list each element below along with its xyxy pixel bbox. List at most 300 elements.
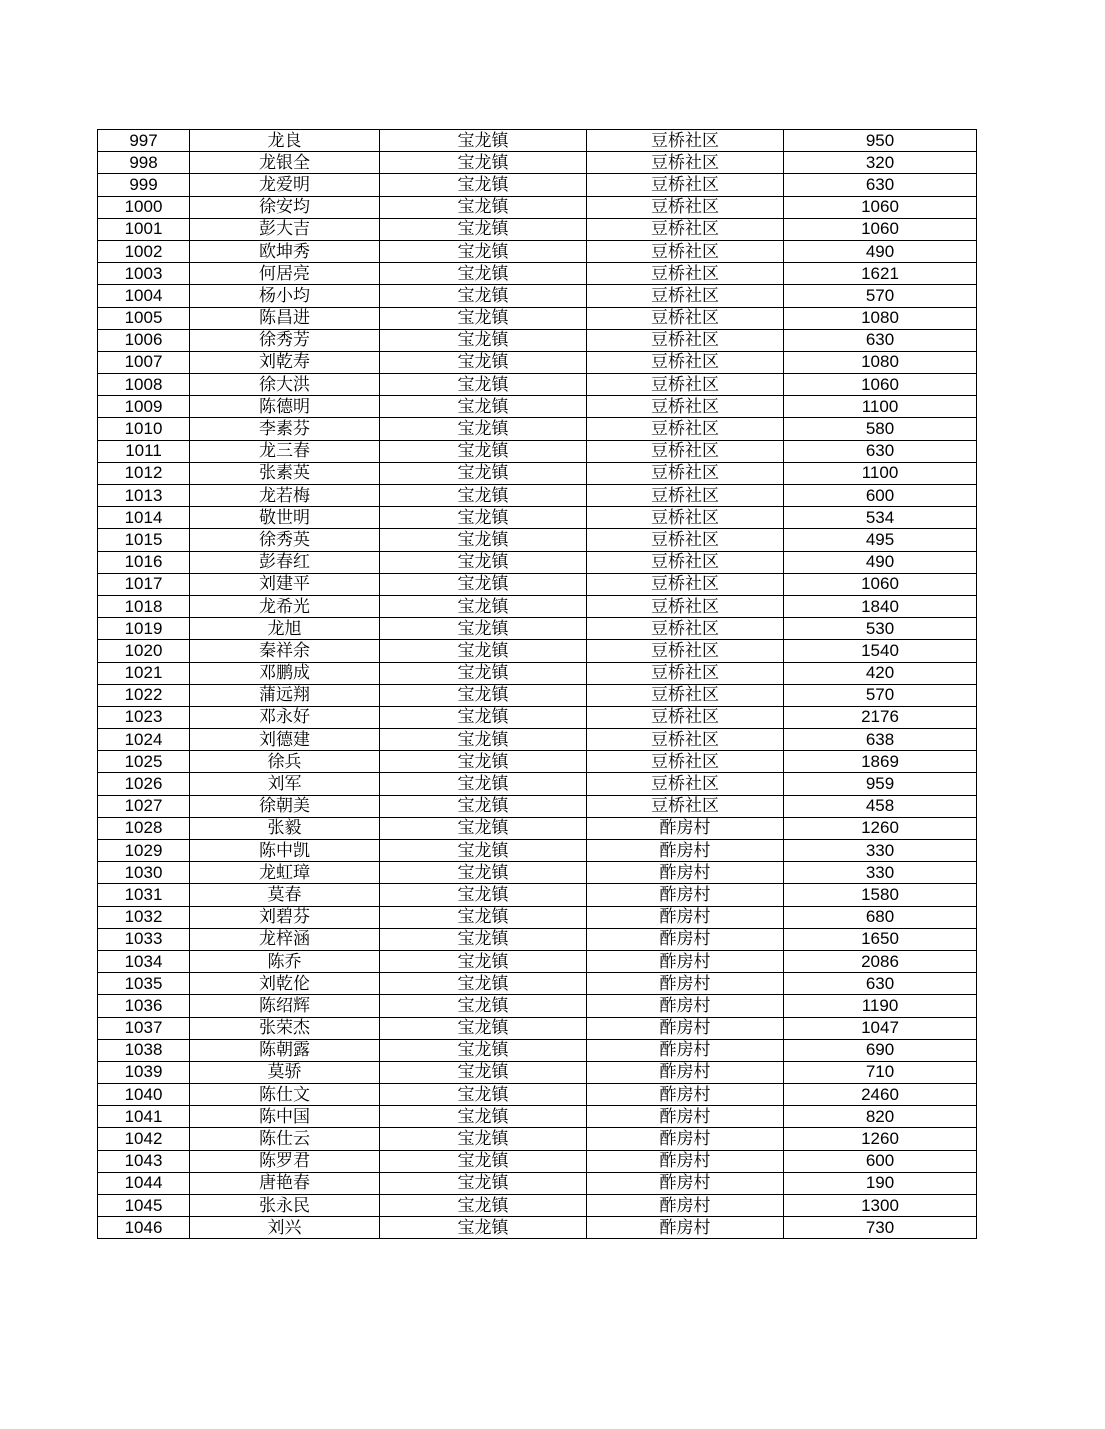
table-row — [98, 795, 977, 817]
amount-cell: 1260 — [784, 817, 977, 839]
town-cell: 宝龙镇 — [380, 374, 587, 396]
town-cell: 宝龙镇 — [380, 1061, 587, 1083]
community-cell: 豆桥社区 — [587, 196, 784, 218]
community-cell: 酢房村 — [587, 950, 784, 972]
name-cell: 龙爱明 — [190, 174, 380, 196]
amount-cell: 1080 — [784, 307, 977, 329]
name-cell: 陈朝露 — [190, 1039, 380, 1061]
table-row — [98, 884, 977, 906]
name-cell: 陈德明 — [190, 396, 380, 418]
name-cell: 徐兵 — [190, 751, 380, 773]
amount-cell: 530 — [784, 618, 977, 640]
row-number-cell: 1028 — [98, 817, 190, 839]
name-cell: 邓永好 — [190, 706, 380, 728]
row-number-cell: 1006 — [98, 329, 190, 351]
row-number-cell: 1023 — [98, 706, 190, 728]
name-cell: 欧坤秀 — [190, 240, 380, 262]
amount-cell: 1840 — [784, 595, 977, 617]
row-number-cell: 1005 — [98, 307, 190, 329]
name-cell: 唐艳春 — [190, 1172, 380, 1194]
amount-cell: 580 — [784, 418, 977, 440]
table-row — [98, 618, 977, 640]
town-cell: 宝龙镇 — [380, 440, 587, 462]
amount-cell: 330 — [784, 840, 977, 862]
table-row — [98, 995, 977, 1017]
community-cell: 酢房村 — [587, 1017, 784, 1039]
community-cell: 豆桥社区 — [587, 263, 784, 285]
row-number-cell: 1018 — [98, 595, 190, 617]
community-cell: 豆桥社区 — [587, 662, 784, 684]
name-cell: 陈绍辉 — [190, 995, 380, 1017]
table-row — [98, 928, 977, 950]
community-cell: 豆桥社区 — [587, 240, 784, 262]
amount-cell: 534 — [784, 507, 977, 529]
community-cell: 豆桥社区 — [587, 573, 784, 595]
table-row — [98, 751, 977, 773]
amount-cell: 959 — [784, 773, 977, 795]
community-cell: 豆桥社区 — [587, 374, 784, 396]
name-cell: 杨小均 — [190, 285, 380, 307]
name-cell: 邓鹏成 — [190, 662, 380, 684]
amount-cell: 730 — [784, 1217, 977, 1239]
name-cell: 龙银全 — [190, 152, 380, 174]
table-row — [98, 507, 977, 529]
name-cell: 刘碧芬 — [190, 906, 380, 928]
table-row — [98, 329, 977, 351]
town-cell: 宝龙镇 — [380, 307, 587, 329]
amount-cell: 600 — [784, 485, 977, 507]
town-cell: 宝龙镇 — [380, 1017, 587, 1039]
table-row — [98, 218, 977, 240]
table-row — [98, 285, 977, 307]
amount-cell: 570 — [784, 285, 977, 307]
row-number-cell: 1015 — [98, 529, 190, 551]
community-cell: 豆桥社区 — [587, 285, 784, 307]
row-number-cell: 1016 — [98, 551, 190, 573]
town-cell: 宝龙镇 — [380, 862, 587, 884]
table-row — [98, 196, 977, 218]
name-cell: 龙虹璋 — [190, 862, 380, 884]
town-cell: 宝龙镇 — [380, 285, 587, 307]
row-number-cell: 1000 — [98, 196, 190, 218]
amount-cell: 1190 — [784, 995, 977, 1017]
row-number-cell: 1033 — [98, 928, 190, 950]
name-cell: 张毅 — [190, 817, 380, 839]
town-cell: 宝龙镇 — [380, 684, 587, 706]
name-cell: 陈仕文 — [190, 1084, 380, 1106]
amount-cell: 1060 — [784, 374, 977, 396]
row-number-cell: 998 — [98, 152, 190, 174]
table-row — [98, 595, 977, 617]
table-row — [98, 396, 977, 418]
amount-cell: 1100 — [784, 462, 977, 484]
amount-cell: 1540 — [784, 640, 977, 662]
community-cell: 豆桥社区 — [587, 418, 784, 440]
town-cell: 宝龙镇 — [380, 640, 587, 662]
name-cell: 秦祥余 — [190, 640, 380, 662]
town-cell: 宝龙镇 — [380, 751, 587, 773]
community-cell: 酢房村 — [587, 1061, 784, 1083]
table-row — [98, 351, 977, 373]
community-cell: 豆桥社区 — [587, 773, 784, 795]
amount-cell: 1260 — [784, 1128, 977, 1150]
row-number-cell: 997 — [98, 130, 190, 152]
table-row — [98, 662, 977, 684]
row-number-cell: 1037 — [98, 1017, 190, 1039]
town-cell: 宝龙镇 — [380, 507, 587, 529]
row-number-cell: 1032 — [98, 906, 190, 928]
row-number-cell: 1034 — [98, 950, 190, 972]
name-cell: 徐安均 — [190, 196, 380, 218]
table-row — [98, 840, 977, 862]
town-cell: 宝龙镇 — [380, 906, 587, 928]
name-cell: 陈罗君 — [190, 1150, 380, 1172]
row-number-cell: 1007 — [98, 351, 190, 373]
row-number-cell: 1045 — [98, 1195, 190, 1217]
name-cell: 陈昌进 — [190, 307, 380, 329]
town-cell: 宝龙镇 — [380, 485, 587, 507]
community-cell: 酢房村 — [587, 1128, 784, 1150]
community-cell: 豆桥社区 — [587, 751, 784, 773]
name-cell: 龙梓涵 — [190, 928, 380, 950]
name-cell: 龙希光 — [190, 595, 380, 617]
community-cell: 豆桥社区 — [587, 351, 784, 373]
amount-cell: 630 — [784, 973, 977, 995]
name-cell: 陈仕云 — [190, 1128, 380, 1150]
row-number-cell: 1001 — [98, 218, 190, 240]
community-cell: 豆桥社区 — [587, 485, 784, 507]
amount-cell: 710 — [784, 1061, 977, 1083]
town-cell: 宝龙镇 — [380, 950, 587, 972]
table-row — [98, 1061, 977, 1083]
row-number-cell: 1042 — [98, 1128, 190, 1150]
name-cell: 刘乾伦 — [190, 973, 380, 995]
table-row — [98, 130, 977, 152]
amount-cell: 820 — [784, 1106, 977, 1128]
name-cell: 陈中凯 — [190, 840, 380, 862]
community-cell: 豆桥社区 — [587, 595, 784, 617]
town-cell: 宝龙镇 — [380, 329, 587, 351]
table-row — [98, 1128, 977, 1150]
name-cell: 龙旭 — [190, 618, 380, 640]
community-cell: 酢房村 — [587, 906, 784, 928]
town-cell: 宝龙镇 — [380, 795, 587, 817]
community-cell: 酢房村 — [587, 840, 784, 862]
name-cell: 龙若梅 — [190, 485, 380, 507]
name-cell: 陈中国 — [190, 1106, 380, 1128]
name-cell: 徐朝美 — [190, 795, 380, 817]
amount-cell: 1060 — [784, 573, 977, 595]
name-cell: 何居亮 — [190, 263, 380, 285]
amount-cell: 320 — [784, 152, 977, 174]
name-cell: 龙三春 — [190, 440, 380, 462]
name-cell: 刘建平 — [190, 573, 380, 595]
amount-cell: 490 — [784, 240, 977, 262]
community-cell: 豆桥社区 — [587, 440, 784, 462]
town-cell: 宝龙镇 — [380, 618, 587, 640]
amount-cell: 1650 — [784, 928, 977, 950]
row-number-cell: 1027 — [98, 795, 190, 817]
community-cell: 豆桥社区 — [587, 551, 784, 573]
town-cell: 宝龙镇 — [380, 218, 587, 240]
table-row — [98, 950, 977, 972]
table-row — [98, 573, 977, 595]
community-cell: 豆桥社区 — [587, 507, 784, 529]
row-number-cell: 1021 — [98, 662, 190, 684]
town-cell: 宝龙镇 — [380, 729, 587, 751]
table-row — [98, 374, 977, 396]
row-number-cell: 1039 — [98, 1061, 190, 1083]
community-cell: 酢房村 — [587, 1217, 784, 1239]
town-cell: 宝龙镇 — [380, 396, 587, 418]
community-cell: 豆桥社区 — [587, 152, 784, 174]
table-row — [98, 862, 977, 884]
table-row — [98, 529, 977, 551]
community-cell: 豆桥社区 — [587, 396, 784, 418]
table-row — [98, 307, 977, 329]
table-row — [98, 1172, 977, 1194]
row-number-cell: 1019 — [98, 618, 190, 640]
name-cell: 陈乔 — [190, 950, 380, 972]
name-cell: 刘德建 — [190, 729, 380, 751]
amount-cell: 600 — [784, 1150, 977, 1172]
name-cell: 刘乾寿 — [190, 351, 380, 373]
town-cell: 宝龙镇 — [380, 928, 587, 950]
town-cell: 宝龙镇 — [380, 240, 587, 262]
name-cell: 彭春红 — [190, 551, 380, 573]
amount-cell: 490 — [784, 551, 977, 573]
town-cell: 宝龙镇 — [380, 196, 587, 218]
town-cell: 宝龙镇 — [380, 174, 587, 196]
town-cell: 宝龙镇 — [380, 1150, 587, 1172]
town-cell: 宝龙镇 — [380, 529, 587, 551]
community-cell: 酢房村 — [587, 1150, 784, 1172]
row-number-cell: 1024 — [98, 729, 190, 751]
row-number-cell: 1012 — [98, 462, 190, 484]
row-number-cell: 1017 — [98, 573, 190, 595]
town-cell: 宝龙镇 — [380, 840, 587, 862]
community-cell: 酢房村 — [587, 862, 784, 884]
table-row — [98, 817, 977, 839]
amount-cell: 1080 — [784, 351, 977, 373]
row-number-cell: 1041 — [98, 1106, 190, 1128]
table-row — [98, 418, 977, 440]
town-cell: 宝龙镇 — [380, 130, 587, 152]
community-cell: 酢房村 — [587, 1084, 784, 1106]
table-row — [98, 973, 977, 995]
town-cell: 宝龙镇 — [380, 1217, 587, 1239]
community-cell: 豆桥社区 — [587, 218, 784, 240]
row-number-cell: 1044 — [98, 1172, 190, 1194]
row-number-cell: 999 — [98, 174, 190, 196]
table-row — [98, 684, 977, 706]
row-number-cell: 1029 — [98, 840, 190, 862]
name-cell: 徐大洪 — [190, 374, 380, 396]
amount-cell: 2176 — [784, 706, 977, 728]
town-cell: 宝龙镇 — [380, 551, 587, 573]
community-cell: 酢房村 — [587, 1039, 784, 1061]
town-cell: 宝龙镇 — [380, 884, 587, 906]
amount-cell: 1580 — [784, 884, 977, 906]
community-cell: 酢房村 — [587, 1172, 784, 1194]
town-cell: 宝龙镇 — [380, 706, 587, 728]
community-cell: 豆桥社区 — [587, 307, 784, 329]
table-row — [98, 174, 977, 196]
table-row — [98, 263, 977, 285]
town-cell: 宝龙镇 — [380, 152, 587, 174]
community-cell: 豆桥社区 — [587, 174, 784, 196]
community-cell: 豆桥社区 — [587, 684, 784, 706]
town-cell: 宝龙镇 — [380, 573, 587, 595]
amount-cell: 1621 — [784, 263, 977, 285]
town-cell: 宝龙镇 — [380, 595, 587, 617]
name-cell: 刘兴 — [190, 1217, 380, 1239]
table-row — [98, 551, 977, 573]
town-cell: 宝龙镇 — [380, 418, 587, 440]
amount-cell: 2460 — [784, 1084, 977, 1106]
amount-cell: 330 — [784, 862, 977, 884]
amount-cell: 630 — [784, 329, 977, 351]
row-number-cell: 1043 — [98, 1150, 190, 1172]
row-number-cell: 1040 — [98, 1084, 190, 1106]
community-cell: 豆桥社区 — [587, 130, 784, 152]
amount-cell: 1100 — [784, 396, 977, 418]
row-number-cell: 1030 — [98, 862, 190, 884]
amount-cell: 630 — [784, 440, 977, 462]
name-cell: 敬世明 — [190, 507, 380, 529]
community-cell: 酢房村 — [587, 817, 784, 839]
town-cell: 宝龙镇 — [380, 1172, 587, 1194]
town-cell: 宝龙镇 — [380, 817, 587, 839]
amount-cell: 630 — [784, 174, 977, 196]
table-row — [98, 440, 977, 462]
amount-cell: 680 — [784, 906, 977, 928]
amount-cell: 1300 — [784, 1195, 977, 1217]
town-cell: 宝龙镇 — [380, 995, 587, 1017]
row-number-cell: 1031 — [98, 884, 190, 906]
community-cell: 酢房村 — [587, 1195, 784, 1217]
name-cell: 李素芬 — [190, 418, 380, 440]
town-cell: 宝龙镇 — [380, 1128, 587, 1150]
row-number-cell: 1036 — [98, 995, 190, 1017]
town-cell: 宝龙镇 — [380, 773, 587, 795]
name-cell: 刘军 — [190, 773, 380, 795]
town-cell: 宝龙镇 — [380, 1106, 587, 1128]
table-row — [98, 1195, 977, 1217]
table-body — [98, 130, 977, 1239]
amount-cell: 1047 — [784, 1017, 977, 1039]
name-cell: 彭大吉 — [190, 218, 380, 240]
amount-cell: 638 — [784, 729, 977, 751]
town-cell: 宝龙镇 — [380, 462, 587, 484]
community-cell: 豆桥社区 — [587, 795, 784, 817]
table-row — [98, 1017, 977, 1039]
town-cell: 宝龙镇 — [380, 1039, 587, 1061]
town-cell: 宝龙镇 — [380, 351, 587, 373]
amount-cell: 190 — [784, 1172, 977, 1194]
community-cell: 酢房村 — [587, 884, 784, 906]
table-row — [98, 1217, 977, 1239]
community-cell: 豆桥社区 — [587, 729, 784, 751]
table-row — [98, 485, 977, 507]
community-cell: 豆桥社区 — [587, 529, 784, 551]
row-number-cell: 1025 — [98, 751, 190, 773]
row-number-cell: 1010 — [98, 418, 190, 440]
town-cell: 宝龙镇 — [380, 263, 587, 285]
row-number-cell: 1004 — [98, 285, 190, 307]
amount-cell: 1869 — [784, 751, 977, 773]
amount-cell: 495 — [784, 529, 977, 551]
row-number-cell: 1011 — [98, 440, 190, 462]
amount-cell: 2086 — [784, 950, 977, 972]
name-cell: 徐秀芳 — [190, 329, 380, 351]
name-cell: 张永民 — [190, 1195, 380, 1217]
town-cell: 宝龙镇 — [380, 662, 587, 684]
row-number-cell: 1038 — [98, 1039, 190, 1061]
name-cell: 龙良 — [190, 130, 380, 152]
row-number-cell: 1002 — [98, 240, 190, 262]
community-cell: 酢房村 — [587, 1106, 784, 1128]
row-number-cell: 1022 — [98, 684, 190, 706]
name-cell: 徐秀英 — [190, 529, 380, 551]
table-row — [98, 640, 977, 662]
community-cell: 豆桥社区 — [587, 329, 784, 351]
table-row — [98, 706, 977, 728]
amount-cell: 1060 — [784, 218, 977, 240]
row-number-cell: 1020 — [98, 640, 190, 662]
row-number-cell: 1003 — [98, 263, 190, 285]
community-cell: 酢房村 — [587, 995, 784, 1017]
town-cell: 宝龙镇 — [380, 1084, 587, 1106]
row-number-cell: 1008 — [98, 374, 190, 396]
table-row — [98, 240, 977, 262]
row-number-cell: 1013 — [98, 485, 190, 507]
table-row — [98, 1106, 977, 1128]
amount-cell: 570 — [784, 684, 977, 706]
data-table — [97, 129, 977, 1239]
row-number-cell: 1046 — [98, 1217, 190, 1239]
amount-cell: 690 — [784, 1039, 977, 1061]
community-cell: 酢房村 — [587, 928, 784, 950]
town-cell: 宝龙镇 — [380, 1195, 587, 1217]
row-number-cell: 1035 — [98, 973, 190, 995]
table-row — [98, 729, 977, 751]
community-cell: 豆桥社区 — [587, 462, 784, 484]
amount-cell: 1060 — [784, 196, 977, 218]
table-row — [98, 462, 977, 484]
table-row — [98, 773, 977, 795]
name-cell: 莫骄 — [190, 1061, 380, 1083]
name-cell: 张素英 — [190, 462, 380, 484]
community-cell: 酢房村 — [587, 973, 784, 995]
table-row — [98, 152, 977, 174]
table-row — [98, 1039, 977, 1061]
community-cell: 豆桥社区 — [587, 640, 784, 662]
name-cell: 莫春 — [190, 884, 380, 906]
table-row — [98, 1150, 977, 1172]
name-cell: 蒲远翔 — [190, 684, 380, 706]
town-cell: 宝龙镇 — [380, 973, 587, 995]
community-cell: 豆桥社区 — [587, 706, 784, 728]
amount-cell: 458 — [784, 795, 977, 817]
amount-cell: 950 — [784, 130, 977, 152]
community-cell: 豆桥社区 — [587, 618, 784, 640]
row-number-cell: 1009 — [98, 396, 190, 418]
table-row — [98, 1084, 977, 1106]
table-row — [98, 906, 977, 928]
amount-cell: 420 — [784, 662, 977, 684]
row-number-cell: 1026 — [98, 773, 190, 795]
